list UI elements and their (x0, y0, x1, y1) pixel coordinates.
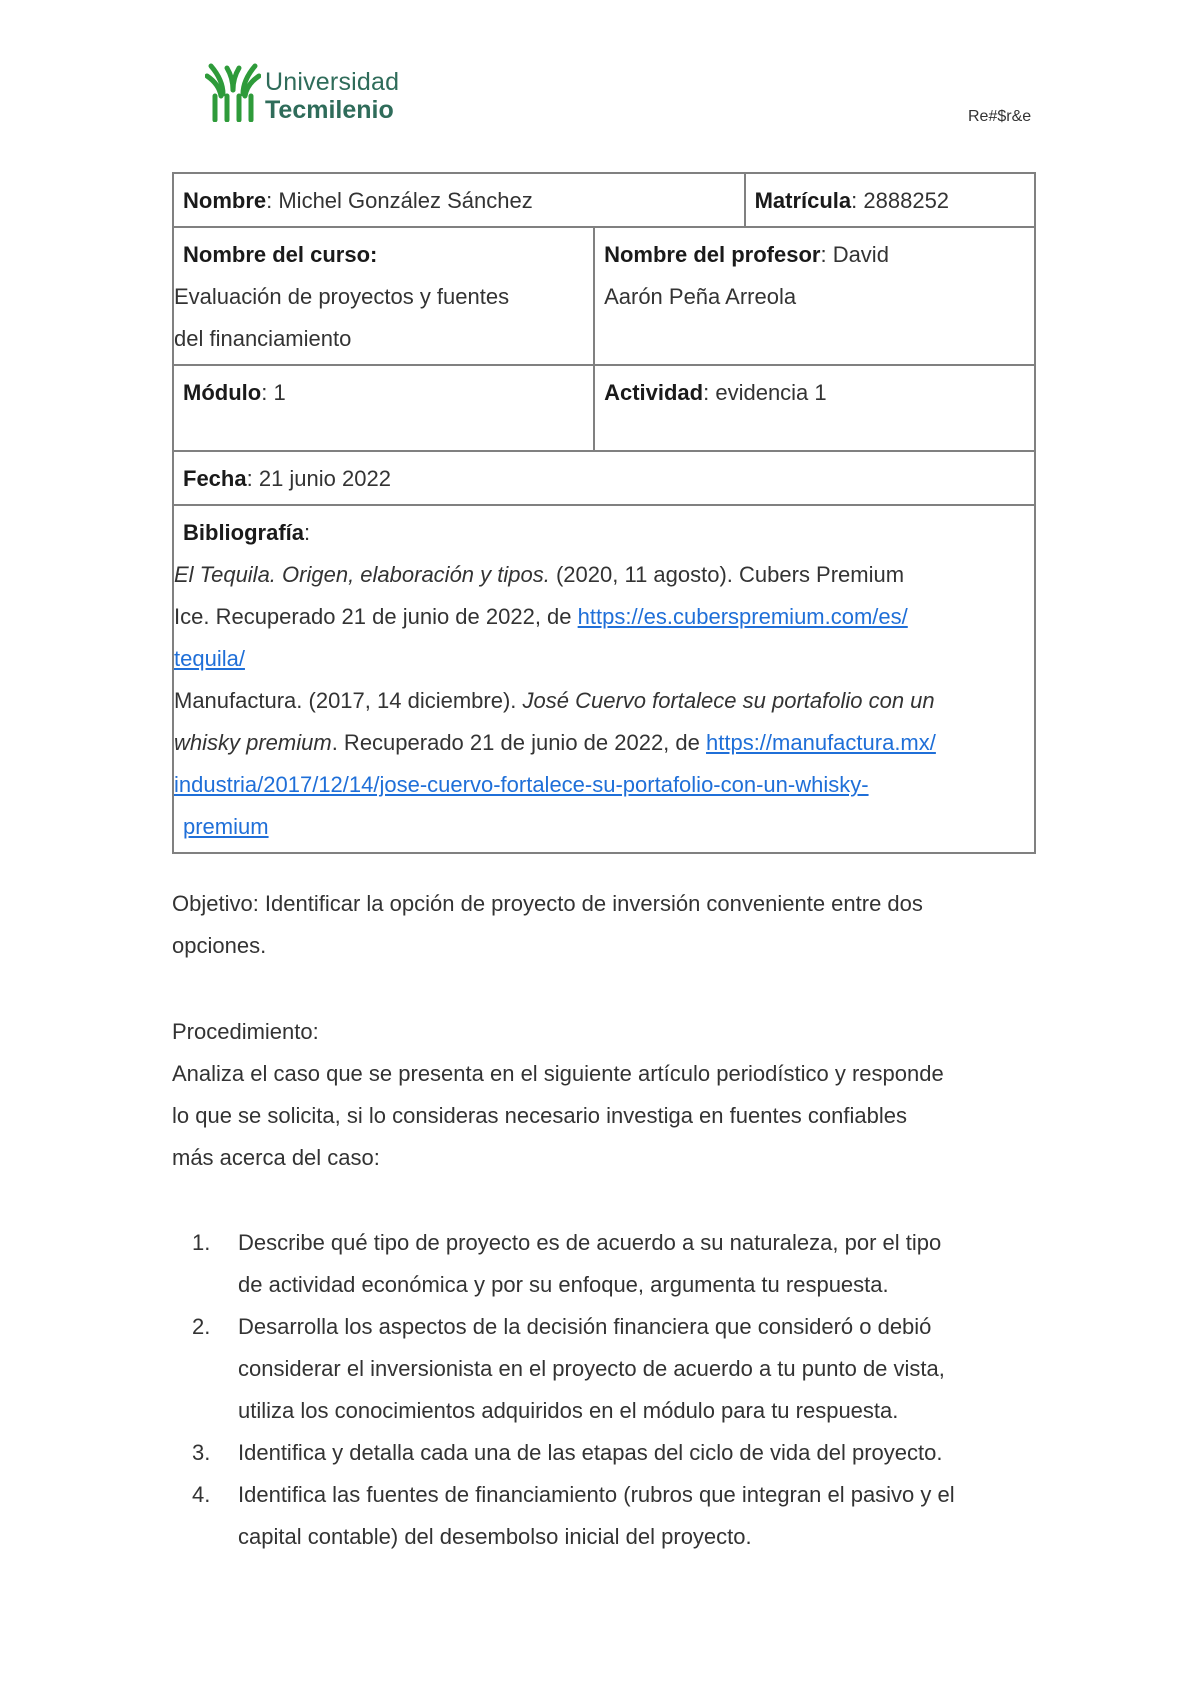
list-item-number: 1. (192, 1230, 211, 1255)
ref1-title: El Tequila. Origen, elaboración y tipos. (174, 562, 550, 587)
procedure-line2: lo que se solicita, si lo consideras necesario investiga en fuentes confiables (172, 1103, 907, 1128)
ref2-title-b: whisky premium (174, 730, 332, 755)
objective-line1: Objetivo: Identificar la opción de proyecto de inversión conveniente entre dos (172, 891, 923, 916)
table-row (173, 227, 1035, 365)
curso-value-line2: del financiamiento (174, 326, 352, 351)
modulo-label: Módulo (183, 380, 262, 405)
bibliografia-label: Bibliografía (183, 520, 305, 545)
profesor-value-line2: Aarón Peña Arreola (604, 284, 797, 309)
list-item-line: Describe qué tipo de proyecto es de acuerdo a su naturaleza, por el tipo (238, 1230, 942, 1255)
curso-value-line1: Evaluación de proyectos y fuentes (174, 284, 510, 309)
ref2-link-part2[interactable]: industria/2017/12/14/jose-cuervo-fortalece-su-portafolio-con-un-whisky- (174, 772, 869, 797)
ref1-link-part1[interactable]: https://es.cuberspremium.com/es/ (577, 604, 908, 629)
list-item-number: 3. (192, 1440, 211, 1465)
ref1-text-b: Ice. Recuperado 21 de junio de 2022, de (174, 604, 578, 629)
table-row (173, 505, 1035, 853)
logo-text-tecmilenio: Tecmilenio (265, 96, 394, 124)
list-item-line: considerar el inversionista en el proyecto de acuerdo a tu punto de vista, (238, 1356, 945, 1381)
table-row (173, 365, 1035, 451)
list-item-number: 4. (192, 1482, 211, 1507)
procedure-title: Procedimiento: (172, 1019, 319, 1044)
list-item-line: de actividad económica y por su enfoque, argumenta tu respuesta. (238, 1272, 889, 1297)
ref2-title-a: José Cuervo fortalece su portafolio con un (522, 688, 935, 713)
ref1-link-part2[interactable]: tequila/ (174, 646, 245, 671)
fecha-value: 21 junio 2022 (258, 466, 391, 491)
list-item (172, 1306, 1042, 1432)
list-item-line: capital contable) del desembolso inicial del proyecto. (238, 1524, 752, 1549)
logo-text-universidad: Universidad (265, 68, 400, 96)
list-item-line: Desarrolla los aspectos de la decisión financiera que consideró o debió (238, 1314, 932, 1339)
nombre-value: Michel González Sánchez (278, 188, 533, 213)
list-item-line: Identifica las fuentes de financiamiento (rubros que integran el pasivo y el (238, 1482, 955, 1507)
university-logo (205, 62, 415, 124)
actividad-value: evidencia 1 (715, 380, 827, 405)
list-item-line: Identifica y detalla cada una de las etapas del ciclo de vida del proyecto. (238, 1440, 943, 1465)
cell-matricula: Matrícula: 2888252 (745, 173, 1035, 227)
procedure-line1: Analiza el caso que se presenta en el siguiente artículo periodístico y responde (172, 1061, 944, 1086)
actividad-label: Actividad (604, 380, 704, 405)
curso-label: Nombre del curso (183, 242, 371, 267)
ref2-text-b: . Recuperado 21 de junio de 2022, de (331, 730, 706, 755)
modulo-value: 1 (273, 380, 286, 405)
cell-nombre: Nombre: Michel González Sánchez (173, 173, 745, 227)
fecha-label: Fecha (183, 466, 247, 491)
objective-line2: opciones. (172, 933, 267, 958)
student-info-table (172, 172, 1036, 854)
tecmilenio-logo-icon (205, 62, 261, 122)
matricula-label: Matrícula (754, 188, 852, 213)
profesor-value-line1: David (832, 242, 889, 267)
cell-bibliografia: Bibliografía: El Tequila. Origen, elaboración y tipos. (2020, 11 agosto). Cubers Premium Ice. Recuperado 21 de junio de 2022, de https://es.cuberspremium.com/es/ tequila/ Manufactura. (2017, 14 diciembre). José Cuervo fortalece su portafolio con un whisky premium. Recuperado 21 de junio de 2022, de https://manufactura.mx/ industria/2017/12/14/jose-cuervo-fortalece-su-portafolio-con-un-whisky- premium (173, 505, 1035, 853)
cell-modulo: Módulo: 1 (173, 365, 594, 451)
cell-curso: Nombre del curso: Evaluación de proyectos y fuentes del financiamiento (173, 227, 594, 365)
document-code: Re#$r&e (968, 108, 1032, 125)
ref2-link-part3[interactable]: premium (183, 814, 269, 839)
cell-actividad: Actividad: evidencia 1 (594, 365, 1035, 451)
procedure-line3: más acerca del caso: (172, 1145, 380, 1170)
nombre-label: Nombre (183, 188, 267, 213)
list-item-number: 2. (192, 1314, 211, 1339)
cell-fecha: Fecha: 21 junio 2022 (173, 451, 1035, 505)
ref2-link-part1[interactable]: https://manufactura.mx/ (706, 730, 936, 755)
profesor-label: Nombre del profesor (604, 242, 821, 267)
ref2-text-a: Manufactura. (2017, 14 diciembre). (174, 688, 523, 713)
ref1-text-a: (2020, 11 agosto). Cubers Premium (549, 562, 905, 587)
list-item-line: utiliza los conocimientos adquiridos en el módulo para tu respuesta. (238, 1398, 899, 1423)
objective-paragraph (172, 883, 1042, 967)
table-row (173, 173, 1035, 227)
cell-profesor: Nombre del profesor: David Aarón Peña Arreola (594, 227, 1035, 365)
matricula-value: 2888252 (863, 188, 950, 213)
procedure-section (172, 1011, 1042, 1179)
list-item (172, 1222, 1042, 1306)
list-item (172, 1432, 1042, 1474)
instructions-list (172, 1222, 1042, 1558)
list-item (172, 1474, 1042, 1558)
table-row (173, 451, 1035, 505)
